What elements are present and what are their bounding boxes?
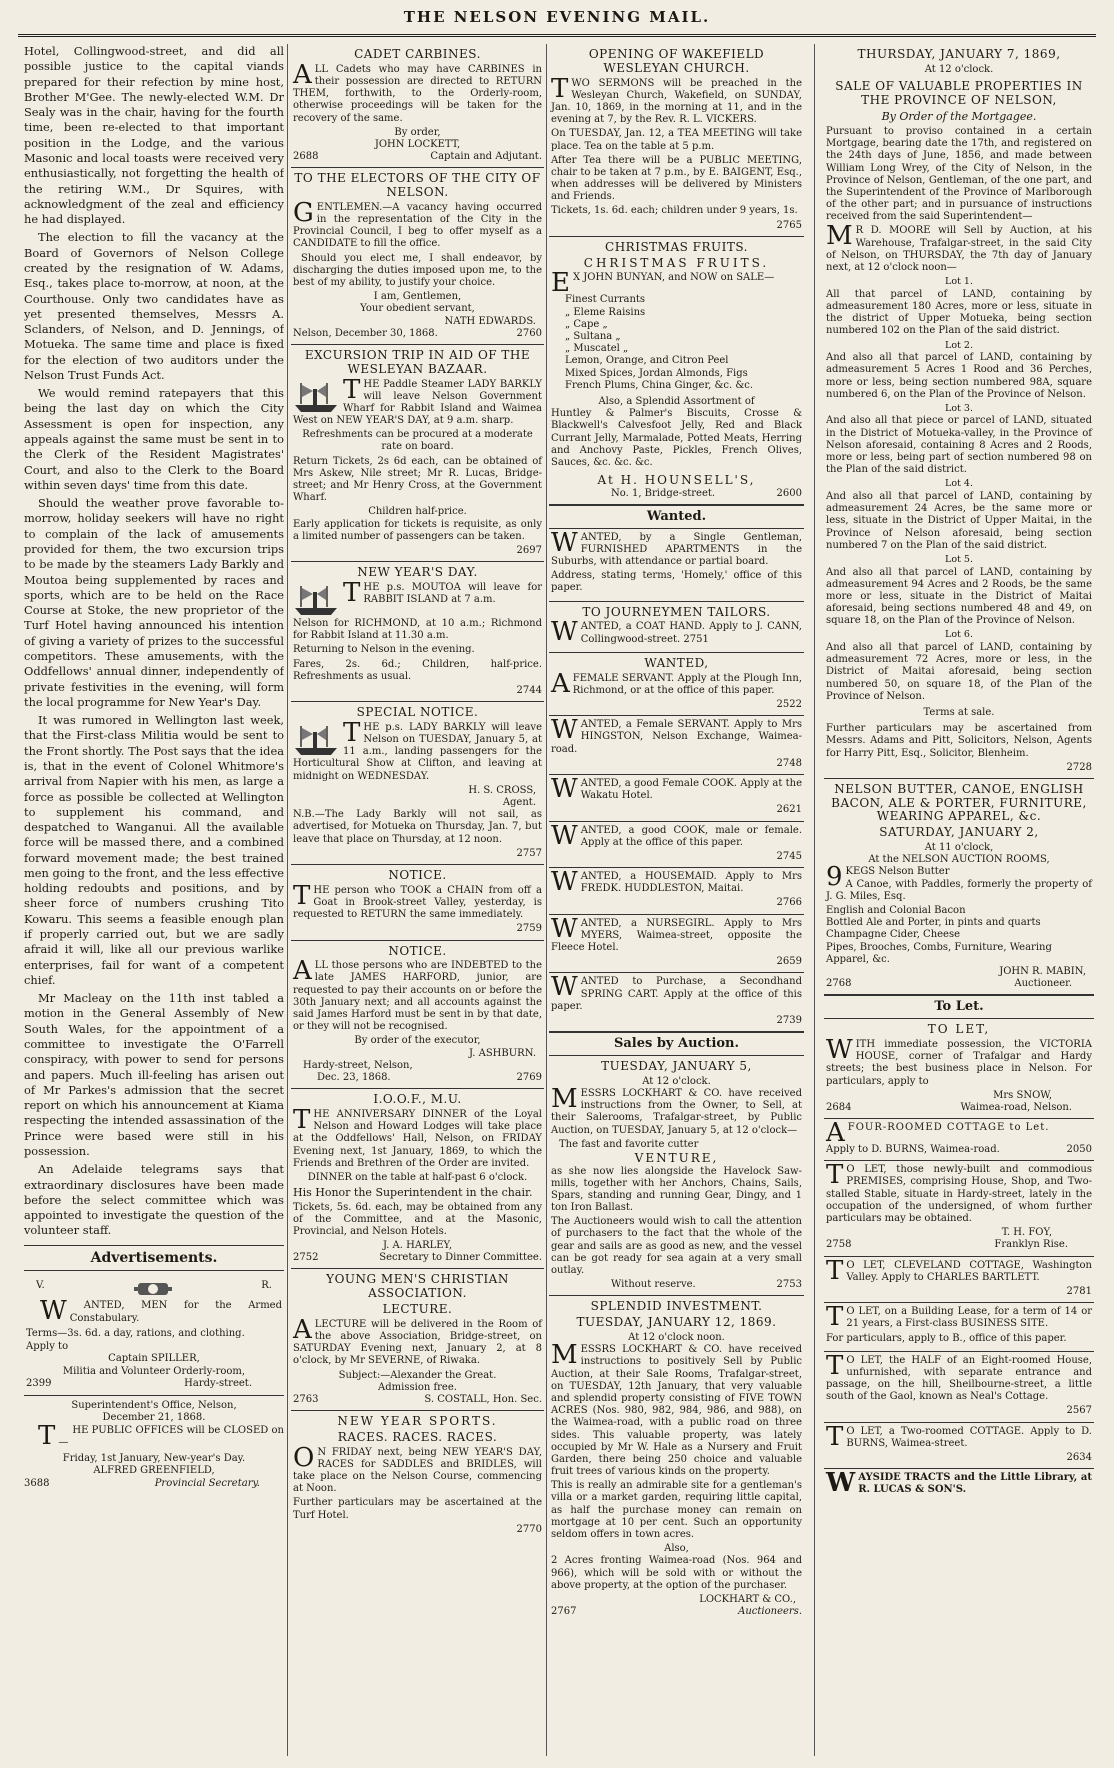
ad-text: ENTLEMEN.—A vacancy having occurred in the representation of the City in the Provincial Council, I beg to offer myself as a CANDIDATE to fill the office. (293, 201, 542, 250)
ad-text: LL Cadets who may have CARBINES in their possession are directed to RETURN THEM, forthwith, to the Orderly-room, otherwise proceedings will be taken for the recovery of the same. (293, 63, 542, 124)
cadet-carbines-ad (291, 44, 544, 168)
ad-number: 2739 (776, 1014, 802, 1026)
ad-heading: NELSON BUTTER, CANOE, ENGLISH BACON, ALE & PORTER, FURNITURE, WEARING APPAREL, &c. (831, 781, 1087, 824)
ad-text: Tickets, 1s. 6d. each; children under 9 years, 1s. (551, 205, 798, 217)
new-years-day-ad (291, 562, 544, 702)
wanted-heading: Wanted. (549, 505, 804, 529)
ad-text: ANTED, a Female SERVANT. Apply to Mrs HINGSTON, Nelson Exchange, Waimea-road. (551, 719, 802, 755)
list-item: French Plums, China Ginger, &c. &c. (565, 379, 754, 391)
drop-cap: W (551, 773, 578, 804)
ad-heading: CHRISTMAS FRUITS. (605, 239, 748, 254)
ad-title: Agent. (502, 797, 536, 809)
drop-cap: T (293, 880, 311, 911)
ad-text: Refreshments can be procured at a moderate rate on board. (302, 429, 533, 453)
ad-text: O LET, CLEVELAND COTTAGE, Washington Valley. Apply to CHARLES BARTLETT. (846, 1259, 1092, 1283)
ad-date: Nelson, December 30, 1868. (293, 327, 438, 339)
ad-time: At 12 o'clock. (924, 63, 994, 75)
ad-text: Pursuant to proviso contained in a certain Mortgage, bearing date the 17th, and registered on the 24th days of June, 1856, and made between William Long Wrey, of the City of Nelson, in the Province of Nelson, Gentleman, of the one part, and the Superintendent of the Province of Marlborough of the other part; and in pursuance of instructions received from the said Superintendent— (826, 125, 1092, 223)
sales-by-auction-heading: Sales by Auction. (549, 1032, 804, 1056)
drop-cap: W (826, 1034, 853, 1065)
ad-subheading: By Order of the Mortgagee. (881, 109, 1037, 123)
ad-signatory: Mrs SNOW, (993, 1089, 1052, 1101)
ad-heading: CHRISTMAS FRUITS. (583, 255, 770, 270)
list-item: „ Sultana „ (565, 331, 621, 342)
ad-shop: At H. HOUNSELL'S, (597, 473, 756, 488)
ad-text: On TUESDAY, Jan. 12, a TEA MEETING will take place. Tea on the table at 5 p.m. (551, 128, 802, 152)
ad-date: December 21, 1868. (102, 1412, 206, 1424)
vessel-name: VENTURE, (634, 1150, 719, 1165)
ad-text: HE PUBLIC OFFICES will be CLOSED on— (58, 1424, 284, 1449)
drop-cap: W (551, 867, 578, 898)
drop-cap: G (293, 197, 314, 228)
steamer-ship-icon (293, 582, 339, 618)
ad-number: 2769 (516, 1071, 542, 1083)
ad-number: 3688 (24, 1477, 50, 1489)
ad-address: Waimea-road, Nelson. (960, 1101, 1072, 1113)
ad-number: 2748 (776, 757, 802, 769)
lot-label: Lot 3. (945, 402, 973, 414)
news-paragraph: Should the weather prove favorable to-morrow, holiday seekers will have no right to complain of the lack of amusements provided for them, the two excursion trips to be made by the steamers Lady Barkly and Moutoa being supplemented by races and sports, which are to be held on the Race Course at Stoke, the new proprietor of the Turf Hotel having announced his intention of giving a variety of prizes to the successful competitors. These amusements, with the Oddfellows' annual dinner, independently of private festivities in the evening, will form the local programme for New Year's Day. (24, 496, 284, 709)
drop-cap: O (293, 1442, 315, 1473)
ad-text: Return Tickets, 2s 6d each, can be obtained of Mrs Askew, Nile street; Mr R. Lucas, Bridge-street; and Mr Henry Cross, at the Government Wharf. (293, 455, 542, 504)
drop-cap: W (551, 913, 578, 944)
ad-text: Should you elect me, I shall endeavor, by discharging the duties imposed upon me, to the best of my ability, to justify your choice. (293, 252, 542, 289)
drop-cap: A (293, 1314, 312, 1345)
ad-text: WO SERMONS will be preached in the Wesleyan Church, Wakefield, on SUNDAY, Jan. 10, 1869, in the morning at 11, and in the evening at 7, by the Rev. R. L. VICKERS. (551, 77, 802, 126)
lot-text: And also all that parcel of LAND, containing by admeasurement 24 Acres, be the same more or less, situate in the District of Upper Maitai, in the Province of Nelson aforesaid, being section numbered 7 on the Plan of the said district. (826, 490, 1092, 551)
ioof-dinner-ad (291, 1089, 544, 1269)
ad-date: THURSDAY, JANUARY 7, 1869, (857, 47, 1061, 61)
ad-text: His Honor the Superintendent in the chair. (293, 1186, 533, 1200)
wayside-tracts-ad (824, 1469, 1094, 1501)
ad-closing: I am, Gentlemen, (373, 291, 462, 303)
drop-cap: M (826, 221, 853, 252)
ad-text: English and Colonial Bacon (826, 905, 966, 917)
ad-terms: Terms at sale. (923, 706, 995, 718)
excursion-trip-ad (291, 345, 544, 562)
ad-heading: WANTED, (644, 655, 709, 670)
masthead: THE NELSON EVENING MAIL. (403, 8, 711, 26)
ad-text: Champagne Cider, Cheese (826, 929, 961, 941)
ad-text: Apply to D. BURNS, Waimea-road. (826, 1144, 1000, 1156)
ad-text: Returning to Nelson in the evening. (293, 644, 475, 656)
ad-heading: SALE OF VALUABLE PROPERTIES IN THE PROVINCE OF NELSON, (835, 78, 1083, 107)
ad-signatory: S. COSTALL, Hon. Sec. (424, 1393, 542, 1405)
ad-signatory: Captain SPILLER, (108, 1353, 200, 1365)
news-paragraph: Hotel, Collingwood-street, and did all possible justice to the capital viands prepared for their refection by mine host, Brother M'Gee. The newly-elected W.M. Dr Sealy was in the chair, having for the fourth time, been re-elected to that important position in the Lodge, and the various Masonic and local toasts were received very enthusiastically, not forgetting the health of the retiring W.M., Dr Squires, with acknowledgment of the zeal and efficiency he had displayed. (24, 44, 284, 227)
masthead-rule (18, 34, 1096, 37)
drop-cap: T (826, 1421, 844, 1452)
ad-text: as she now lies alongside the Havelock Saw-mills, together with her Anchors, Chains, Sails, Spars, standing and running Gear, Dingy, and 1 ton Iron Ballast. (551, 1165, 802, 1214)
lot-text: And also all that piece or parcel of LAND, situated in the District of Motueka-valley, in the Province of Nelson aforesaid, containing 8 Acres and 2 Roods, more or less, being part of section numbered 98 on the Plan of the said district. (826, 415, 1092, 476)
ad-number: 2770 (516, 1523, 542, 1535)
ad-number: 2688 (293, 151, 319, 163)
lot-label: Lot 5. (945, 553, 973, 565)
ad-text: ANTED, a good COOK, male or female. Apply at the office of this paper. (580, 824, 802, 848)
ad-text: ANTED, a good Female COOK. Apply at the Wakatu Hotel. (580, 777, 802, 802)
ad-number: 2522 (776, 699, 802, 711)
news-paragraph: It was rumored in Wellington last week, that the First-class Militia would be sent to the Front shortly. The Post says that the idea is, that in the event of Colonel Whitmore's arrival from Napier with his men, as large a force as possible be collected at Wellington to supplement his command, and despatched to Wanganui. All the available force will be massed there, and a combined forward movement made; the best trained men going to the front, and the less effective holding redoubts and positions, and by sheer force of numbers crushing Tito Kowaru. This seems a feasible enough plan if properly carried out, but we are sadly afraid it will, like all our previous warlike enterprises, fail for want of a competent chief. (24, 713, 284, 987)
ad-signatory: JOHN R. MABIN, (999, 965, 1086, 977)
ad-text: ANTED, MEN for the Armed Constabulary. (69, 1300, 282, 1324)
drop-cap: T (343, 717, 361, 748)
ymca-lecture-ad (291, 1269, 544, 1411)
ad-number: 2745 (776, 850, 802, 862)
list-item: Lemon, Orange, and Citron Peel (565, 355, 729, 367)
drop-cap: A (551, 668, 570, 699)
drop-cap: M (551, 1083, 578, 1114)
drop-cap: T (826, 1302, 844, 1333)
ad-text: AYSIDE TRACTS and the Little Library, at R. LUCAS & SON'S. (858, 1472, 1092, 1496)
vr-initial-r: R. (261, 1280, 272, 1292)
ad-text: Further particulars may be ascertained from Messrs. Adams and Pitt, Solicitors, Nelson, Agents for Harry Pitt, Esq., Solicitor, Blenheim. (826, 723, 1092, 759)
ad-by-order: By order of the executor, (354, 1035, 481, 1047)
ad-by-order: By order, (394, 126, 441, 138)
ad-terms: Terms—3s. 6d. a day, rations, and clothing. (26, 1328, 245, 1340)
drop-cap: T (343, 577, 361, 608)
wanted-nursegirl-ad (549, 915, 804, 974)
ad-number: 2767 (551, 1606, 577, 1618)
ad-text: Bottled Ale and Porter, in pints and quarts (826, 917, 1041, 929)
ad-heading: NOTICE. (388, 867, 447, 882)
ad-number: 2659 (776, 956, 802, 968)
drop-cap: W (551, 820, 578, 851)
ad-text: For particulars, apply to B., office of this paper. (826, 1332, 1067, 1344)
column-divider (814, 44, 815, 1756)
ad-text: HE ANNIVERSARY DINNER of the Loyal Nelson and Howard Lodges will take place at the Oddfellows' Hall, Nelson, on FRIDAY Evening next, 1st January, 1869, to which the Friends and Brethren of the Order are invited. (293, 1108, 542, 1169)
ad-address: Hardy-street. (184, 1378, 252, 1390)
harford-notice-ad (291, 941, 544, 1090)
ad-number: 2050 (1066, 1144, 1092, 1156)
lot-text: And also all that parcel of LAND, containing by admeasurement 5 Acres 1 Rood and 36 Perches, more or less, being section numbered 98A, square numbered 6, on the Plan of the Province of Nelson. (826, 352, 1092, 400)
ad-text: The fast and favorite cutter (559, 1138, 699, 1150)
list-item: Mixed Spices, Jordan Almonds, Figs (565, 367, 748, 379)
drop-cap: T (551, 73, 569, 104)
ad-title: Auctioneer. (1014, 978, 1072, 990)
ad-signatory: J. ASHBURN. (469, 1047, 536, 1059)
lot-text: All that parcel of LAND, containing by admeasurement 180 Acres, more or less, situate in the district of Upper Motueka, being section numbered 102 on the Plan of the said district. (826, 288, 1092, 337)
drop-cap: T (826, 1160, 844, 1191)
ad-signatory: T. H. FOY, (1001, 1227, 1052, 1239)
ad-title: Secretary to Dinner Committee. (379, 1252, 542, 1264)
ad-signatory: LOCKHART & CO., (699, 1593, 796, 1605)
drop-cap: T (38, 1420, 56, 1451)
armed-constabulary-ad (24, 1271, 284, 1396)
ad-heading: TO JOURNEYMEN TAILORS. (582, 604, 771, 619)
royal-crest-icon (132, 1280, 174, 1298)
list-item: „ Cape „ (565, 318, 608, 330)
drop-cap: W (551, 527, 578, 558)
ad-text: R D. MOORE will Sell by Auction, at his Warehouse, Trafalgar-street, in the said City of Nelson, on THURSDAY, the 7th day of January next, at 12 o'clock noon— (826, 225, 1092, 274)
ad-number: 2728 (1066, 761, 1092, 773)
to-let-heading: To Let. (824, 995, 1094, 1019)
ad-subheading: RACES. RACES. RACES. (337, 1429, 498, 1444)
column-news (24, 44, 284, 1756)
ad-number: 2763 (293, 1393, 319, 1405)
wanted-servant-ad (549, 716, 804, 775)
butter-canoe-auction-ad (824, 779, 1094, 995)
ad-number: 2600 (776, 487, 802, 499)
ad-text: ANTED, a NURSEGIRL. Apply to Mrs MYERS, Waimea-street, opposite the Fleece Hotel. (551, 917, 802, 954)
ad-address: Franklyn Rise. (994, 1239, 1068, 1251)
advertisements-heading: Advertisements. (24, 1245, 284, 1272)
electors-ad (291, 168, 544, 345)
drop-cap: T (826, 1255, 844, 1286)
ad-text: Admission free. (378, 1381, 457, 1393)
wanted-spring-cart-ad (549, 973, 804, 1032)
drop-cap: T (293, 1104, 311, 1135)
ad-apply: Apply to (26, 1340, 69, 1352)
ad-text: O LET, those newly-built and commodious PREMISES, comprising House, Shop, and Two-stalled Stable, situate in Hardy-street, lately in the occupation of the undersigned, of whom further particulars may be obtained. (826, 1164, 1092, 1225)
chain-notice-ad (291, 865, 544, 941)
ad-text: LECTURE will be delivered in the Room of the above Association, Bridge-street, on SATURDAY Evening next, January 2, at 8 o'clock, by Mr SEVERNE, of Riwaka. (293, 1318, 542, 1367)
ad-heading: SPECIAL NOTICE. (356, 705, 479, 720)
drop-cap: W (826, 1468, 856, 1499)
news-paragraph: We would remind ratepayers that this being the last day on which the City Assessment is open for inspection, any appeals against the same must be sent in to the Clerk of the Resident Magistrates' Court, and also to the Clerk to the Board within seven days' time from this date. (24, 386, 284, 492)
ad-heading: NEW YEAR'S DAY. (357, 565, 478, 580)
ad-address: Hardy-street, Nelson, (303, 1059, 413, 1071)
ad-text: ESSRS LOCKHART & CO. have received instructions from the Owner, to Sell, at their Salerooms, Trafalgar-street, by Public Auction, on TUESDAY, January 5, at 12 o'clock— (551, 1087, 802, 1136)
ad-text: ITH immediate possession, the VICTORIA HOUSE, corner of Trafalgar and Hardy streets; the best business place in Nelson. For particulars, apply to (826, 1038, 1092, 1087)
ad-text: DINNER on the table at half-past 6 o'clock. (307, 1171, 528, 1183)
ad-heading: OPENING OF WAKEFIELD WESLEYAN CHURCH. (588, 47, 765, 75)
hardy-street-premises-ad (824, 1161, 1094, 1256)
column-divider (546, 44, 547, 1756)
steamer-ship-icon (293, 379, 339, 415)
ad-location: At the NELSON AUCTION ROOMS, (868, 854, 1050, 866)
fruit-list (551, 294, 802, 392)
wakefield-church-ad (549, 44, 804, 237)
vr-initial-v: V. (36, 1280, 45, 1292)
ad-text: Fares, 2s. 6d.; Children, half-price. Refreshments as usual. (293, 658, 542, 682)
news-paragraph: An Adelaide telegrams says that extraordinary disclosures have been made before the select committee which was appointed to investigate the question of the volunteer staff. (24, 1162, 284, 1238)
ad-text: ANTED to Purchase, a Secondhand SPRING CART. Apply at the office of this paper. (551, 976, 802, 1012)
ad-text: HE person who TOOK a CHAIN from off a Goat in Brook-street Valley, yesterday, is requested to RETURN the same immediately. (293, 884, 542, 921)
drop-cap: A (293, 956, 312, 987)
drop-cap: W (551, 972, 578, 1003)
drop-cap: W (551, 715, 578, 746)
ad-number: 2744 (516, 684, 542, 696)
ad-heading: NOTICE. (388, 943, 447, 958)
wanted-apartments-ad (549, 529, 804, 602)
ad-address: No. 1, Bridge-street. (611, 487, 716, 499)
lot-text: And also all that parcel of LAND, containing by admeasurement 94 Acres and 2 Roods, be the same more or less, situate in the District of Maitai aforesaid, being sections numbered 48 and 49, on square 18, on the Plan of the Province of Nelson. (826, 566, 1092, 627)
ad-signatory: NATH EDWARDS. (444, 315, 536, 327)
ad-text: FEMALE SERVANT. Apply at the Plough Inn, Richmond, or at the office of this paper. (572, 672, 802, 696)
ad-heading: NEW YEAR SPORTS. (337, 1414, 498, 1429)
ad-text: ANTED, by a Single Gentleman, FURNISHED APARTMENTS in the Suburbs, with attendance or partial board. (551, 531, 802, 568)
ad-text: HE p.s. LADY BARKLY will leave Nelson on TUESDAY, January 5, at 11 a.m., landing passengers for the Horticultural Show at Clifton, and leaving at midnight on WEDNESDAY. (293, 721, 542, 782)
ad-number: 2684 (826, 1101, 852, 1113)
ad-number: 2759 (516, 923, 542, 935)
ad-text: KEGS Nelson Butter (845, 866, 950, 878)
ad-signatory: ALFRED GREENFIELD, (93, 1465, 215, 1477)
drop-cap: M (551, 1340, 578, 1371)
ad-closing: Your obedient servant, (360, 303, 475, 315)
ad-text: Also, a Splendid Assortment of (598, 395, 755, 407)
ad-title: Provincial Secretary. (154, 1477, 260, 1489)
ad-title: Militia and Volunteer Orderly-room, (62, 1365, 246, 1377)
special-notice-ad (291, 702, 544, 865)
ad-date: Dec. 23, 1868. (317, 1071, 391, 1083)
ad-time: At 12 o'clock. (642, 1075, 711, 1087)
list-item: „ Muscatel „ (565, 343, 629, 355)
ad-text: HE Paddle Steamer LADY BARKLY will leave Nelson Government Wharf for Rabbit Island and Waimea West on NEW YEAR'S DAY, at 9 a.m. sharp. (293, 378, 542, 427)
column-ads-3 (549, 44, 804, 1756)
ad-date: TUESDAY, JANUARY 12, 1869. (576, 1315, 777, 1330)
news-paragraph: The election to fill the vacancy at the Board of Governors of Nelson College created by the resignation of W. Adams, Esq., takes place to-morrow, at noon, at the Courthouse. Only two candidates have as yet presented themselves, Messrs A. Sclanders, of Nelson, and D. Jennings, of Motueka. The same time and place is fixed for the election of two auditors under the Nelson Trust Funds Act. (24, 230, 284, 382)
ad-heading: TUESDAY, JANUARY 5, (601, 1059, 752, 1073)
list-item: „ Eleme Raisins (565, 306, 646, 318)
ad-text: Children half-price. (368, 506, 467, 518)
ad-number: 2567 (1066, 1405, 1092, 1417)
ad-text: Nelson for RICHMOND, at 10 a.m.; Richmond for Rabbit Island at 11.30 a.m. (293, 617, 542, 642)
ad-number: 2758 (826, 1239, 852, 1251)
ad-date: SATURDAY, JANUARY 2, (879, 825, 1039, 840)
lot-label: Lot 4. (945, 478, 973, 490)
ad-text: Pipes, Brooches, Combs, Furniture, Wearing Apparel, &c. (826, 941, 1052, 965)
venture-auction-ad (549, 1056, 804, 1296)
lot-list (826, 276, 1092, 703)
ad-text: A Canoe, with Paddles, formerly the property of J. G. Miles, Esq. (826, 878, 1092, 902)
ad-text: X JOHN BUNYAN, and NOW on SALE— (572, 272, 775, 284)
news-paragraph: Mr Macleay on the 11th inst tabled a motion in the General Assembly of New South Wales, for the appointment of a committee to investigate the O'Farrell conspiracy, with power to send for persons and papers. Much ill-feeling has arisen out of Mr Parkes's admission that the secret report on which his announcement at Kiama respecting the intended assassination of the Prince were based were still in his possession. (24, 991, 284, 1158)
ad-text: The Auctioneers would wish to call the attention of purchasers to the fact that the whole of the gear and sails are as good as new, and the vessel can be got ready for sea again at a very small outlay. (551, 1216, 802, 1277)
ad-text: FOUR-ROOMED COTTAGE to Let. (847, 1122, 1050, 1134)
ad-time: At 11 o'clock, (924, 842, 994, 854)
business-site-ad (824, 1303, 1094, 1352)
ad-number: 2697 (516, 544, 542, 556)
ad-text: Address, stating terms, 'Homely,' office of this paper. (551, 570, 802, 594)
drop-cap: W (551, 617, 578, 648)
ad-text: Without reserve. (611, 1279, 696, 1291)
list-item: Finest Currants (565, 294, 646, 306)
ad-number: 2751 (683, 633, 709, 645)
wanted-housemaid-ad (549, 868, 804, 915)
ad-text: This is really an admirable site for a gentleman's villa or a market garden, requiring little capital, as half the purchase money can remain on mortgage at 10 per cent. Such an opportunity seldom offers in town acres. (551, 1480, 802, 1541)
ad-number: 2766 (776, 897, 802, 909)
drop-cap: W (40, 1296, 67, 1327)
lot-label: Lot 1. (945, 276, 973, 288)
column-ads-4 (824, 44, 1094, 1756)
ad-text: ESSRS LOCKHART & CO. have received instructions to positively Sell by Public Auction, at their Sale Rooms, Trafalgar-street, on TUESDAY, 12th January, that very valuable and splendid property consisting of FIVE TOWN ACRES (Nos. 980, 982, 984, 986, and 988), on the Waimea-road, with a public road on three sides. This valuable property, was lately occupied by Mr W. Hale as a Nursery and Fruit Garden, there being 250 choice and valuable fruit trees of various kinds on the property. (551, 1344, 802, 1478)
lot-label: Lot 6. (945, 629, 973, 641)
ad-heading: CADET CARBINES. (354, 47, 481, 61)
drop-cap: T (826, 1350, 844, 1381)
ad-text: LL those persons who are INDEBTED to the late JAMES HARFORD, junior, are requested to pay their accounts on or before the 30th January next; and all accounts against the said James Harford must be sent in by that date, or they will not be recognised. (293, 960, 542, 1033)
lot-label: Lot 2. (945, 339, 973, 351)
ad-text: After Tea there will be a PUBLIC MEETING, chair to be taken at 7 p.m., by E. BAIGENT, Esq., when addresses will be delivered by Ministers and Friends. (551, 154, 802, 203)
wanted-female-servant-ad (549, 653, 804, 716)
steamer-ship-icon (293, 722, 339, 758)
ad-text: Further particulars may be ascertained at the Turf Hotel. (293, 1497, 542, 1521)
ad-heading: YOUNG MEN'S CHRISTIAN ASSOCIATION. (326, 1272, 509, 1301)
ad-number: 2752 (293, 1252, 319, 1264)
ad-subheading: LECTURE. (382, 1302, 453, 1317)
lot-text: And also all that parcel of LAND, containing by admeasurement 72 Acres, more or less, in the District of Maitai aforesaid, being section numbered 50, on square 18, of the Plan of the Province of Nelson. (826, 642, 1092, 702)
neals-cottage-ad (824, 1352, 1094, 1423)
drop-cap: A (826, 1118, 845, 1149)
ad-title: Captain and Adjutant. (430, 151, 542, 163)
ad-subject: Subject:—Alexander the Great. (338, 1369, 497, 1381)
ad-text: Huntley & Palmer's Biscuits, Crosse & Blackwell's Calvesfoot Jelly, Red and Black Currant Jelly, Marmalade, Potted Meats, Herring and Anchovy Paste, Pickles, French Olives, Sauces, &c. &c. &c. (551, 408, 802, 468)
ad-number: 2753 (776, 1279, 802, 1291)
ad-text: O LET, on a Building Lease, for a term of 14 or 21 years, a First-class BUSINESS SITE. (846, 1306, 1092, 1330)
ad-text: O LET, the HALF of an Eight-roomed House, unfurnished, with separate entrance and passage, on the hill, Sheilbourne-street, a little south of the Gaol, known as Neal's Cottage. (826, 1354, 1092, 1403)
victoria-house-ad (824, 1019, 1094, 1119)
ad-heading: EXCURSION TRIP IN AID OF THE WESLEYAN BAZAAR. (304, 347, 531, 376)
ad-text: N FRIDAY next, being NEW YEAR'S DAY, RACES for SADDLES and BRIDLES, will take place on the Nelson Course, commencing at Noon. (293, 1446, 542, 1495)
new-year-sports-ad (291, 1411, 544, 1539)
ad-number: 2760 (516, 327, 542, 339)
ad-heading: I.O.O.F., M.U. (373, 1092, 462, 1107)
ad-number: 2765 (776, 219, 802, 231)
ad-office: Superintendent's Office, Nelson, (71, 1399, 237, 1411)
wanted-good-cook-ad (549, 822, 804, 869)
ad-number: 2768 (826, 978, 852, 990)
splendid-investment-ad (549, 1296, 804, 1621)
ad-signatory: J. A. HARLEY, (382, 1240, 453, 1252)
ad-title: Auctioneers. (738, 1606, 802, 1618)
public-offices-ad (24, 1396, 284, 1491)
ad-text: Early application for tickets is requisite, as only a limited number of passengers can be taken. (293, 518, 542, 542)
ad-time: At 12 o'clock noon. (628, 1332, 725, 1344)
ad-number: 2757 (516, 847, 542, 859)
column-divider (287, 44, 288, 1756)
ad-number: 2781 (1066, 1285, 1092, 1297)
ad-text: Also, (664, 1543, 689, 1555)
ad-text: HE p.s. MOUTOA will leave for RABBIT ISLAND at 7 a.m. (363, 581, 542, 606)
ad-heading: SPLENDID INVESTMENT. (590, 1299, 763, 1314)
four-roomed-cottage-ad (824, 1119, 1094, 1161)
ad-heading: TO LET, (927, 1022, 991, 1037)
drop-cap: T (343, 374, 361, 405)
drop-cap: A (293, 59, 312, 90)
christmas-fruits-ad (549, 237, 804, 505)
ad-text: O LET, a Two-roomed COTTAGE. Apply to D. BURNS, Waimea-street. (846, 1425, 1092, 1449)
column-ads-2 (291, 44, 544, 1756)
drop-cap: E (551, 268, 570, 299)
ad-signatory: JOHN LOCKETT, (374, 138, 461, 150)
drop-cap: 9 (826, 862, 843, 893)
ad-number: 2399 (26, 1378, 52, 1390)
cleveland-cottage-ad (824, 1257, 1094, 1304)
ad-text: ANTED, a HOUSEMAID. Apply to Mrs FREDK. HUDDLESTON, Maitai. (580, 871, 802, 895)
ad-text: 2 Acres fronting Waimea-road (Nos. 964 and 966), which will be sold with or without the above property, at the option of the purchaser. (551, 1555, 802, 1591)
ad-signatory: H. S. CROSS, (468, 784, 536, 796)
ad-text: N.B.—The Lady Barkly will not sail, as advertised, for Motueka on Thursday, Jan. 7, but leave that place on Thursday, at 12 noon. (293, 809, 542, 845)
ad-text: Tickets, 5s. 6d. each, may be obtained from any of the Committee, and at the Masonic, Provincial, and Nelson Hotels. (293, 1201, 542, 1237)
journeymen-tailors-ad (549, 602, 804, 653)
ad-text: ANTED, a COAT HAND. Apply to J. CANN, Collingwood-street. (580, 621, 802, 645)
ad-closing-day: Friday, 1st January, New-year's Day. (62, 1452, 246, 1464)
two-roomed-cottage-ad (824, 1423, 1094, 1470)
ad-number: 2634 (1066, 1452, 1092, 1464)
mortgagee-sale-ad (824, 44, 1094, 779)
ad-number: 2621 (776, 804, 802, 816)
ad-heading: TO THE ELECTORS OF THE CITY OF NELSON. (294, 171, 541, 200)
wanted-cook-ad (549, 775, 804, 822)
